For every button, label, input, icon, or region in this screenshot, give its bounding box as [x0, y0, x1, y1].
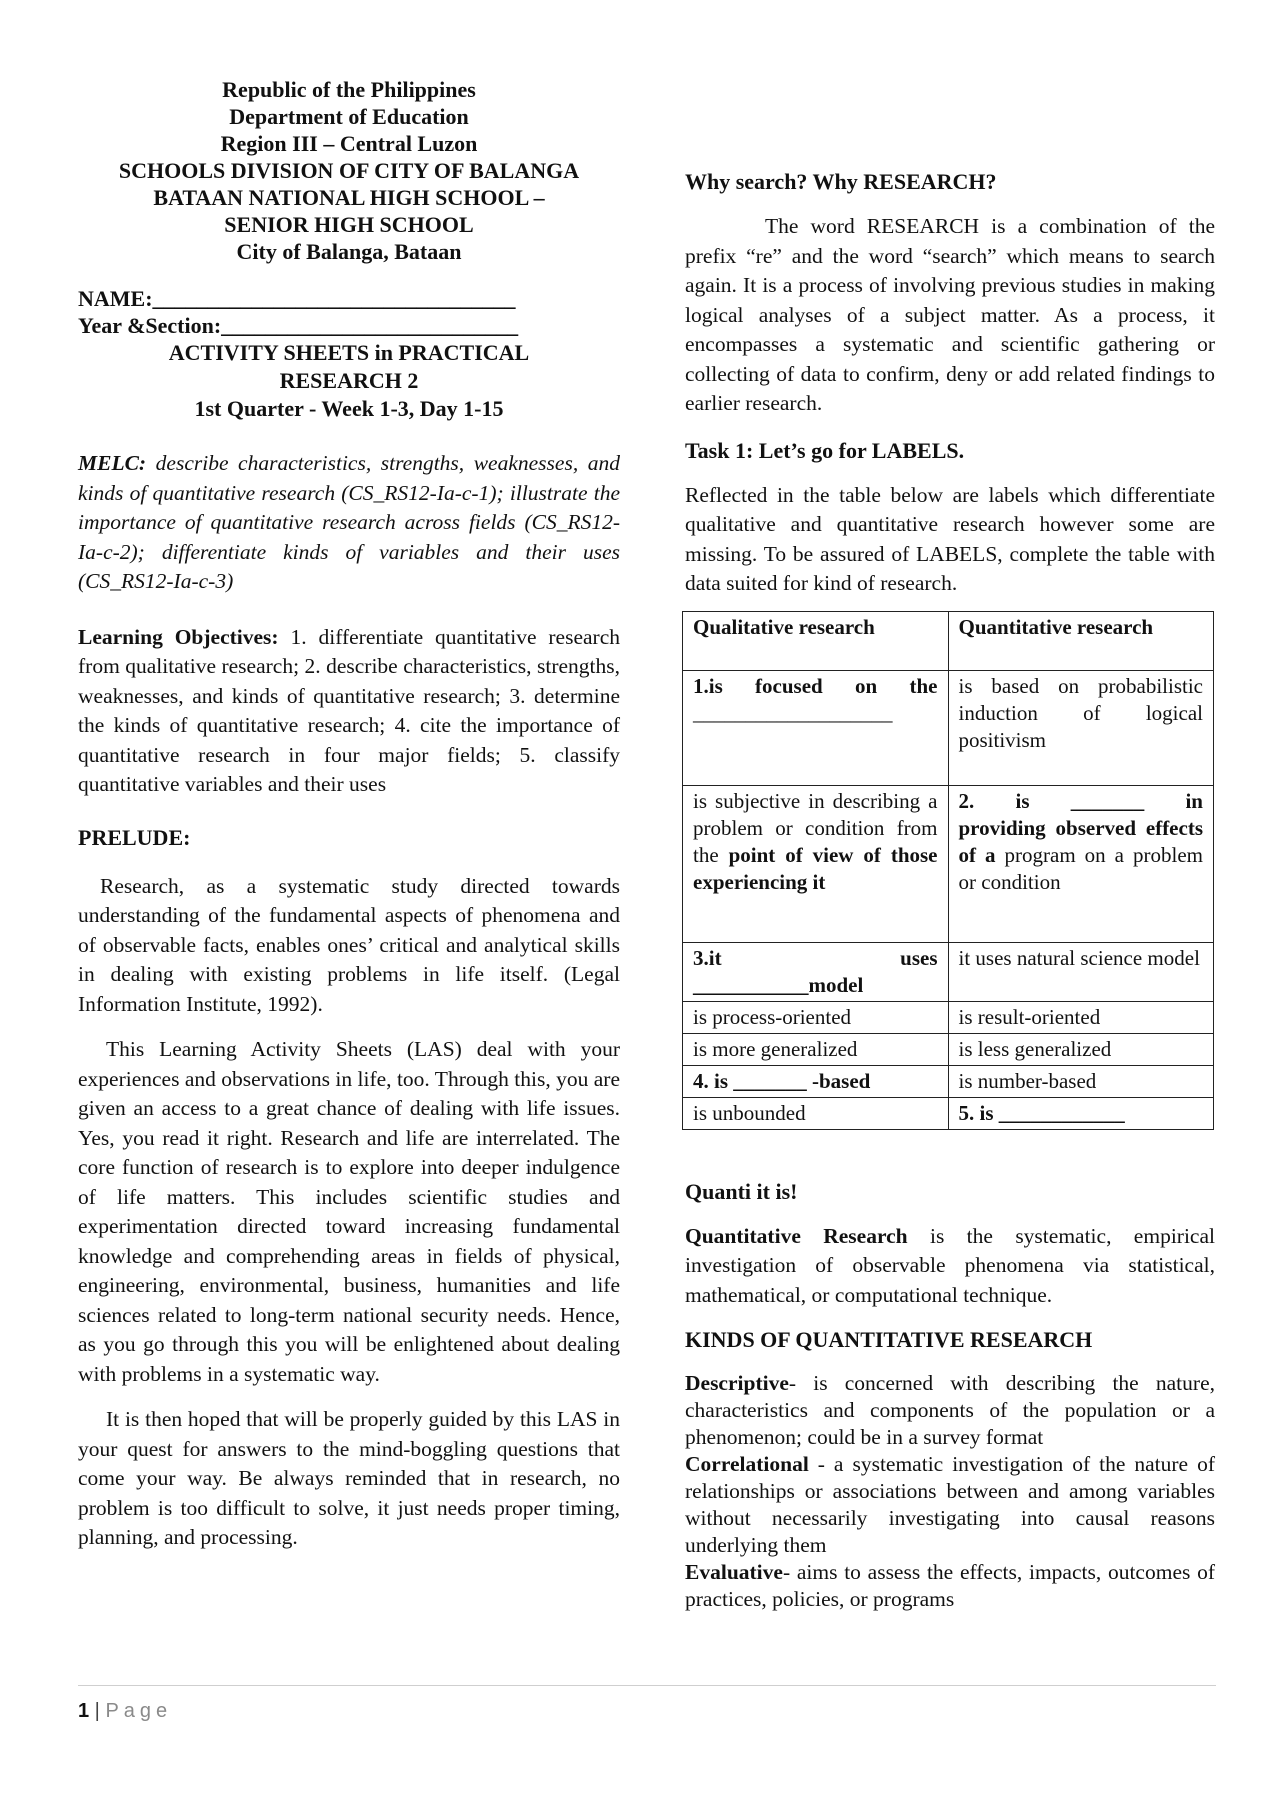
evaluative-term: Evaluative	[685, 1560, 783, 1584]
student-info	[78, 285, 620, 339]
cell-text: program on a problem or condition	[958, 842, 1203, 894]
table-cell-quant-1: is based on probabilistic induction of logical positivism	[948, 670, 1214, 785]
table-header-qualitative: Qualitative research	[683, 611, 949, 670]
answer-blank-2: _______	[1070, 788, 1145, 813]
table-cell-qual-2	[683, 785, 949, 942]
evaluative-text: - aims to assess the effects, impacts, outcomes of practices, policies, or programs	[685, 1560, 1215, 1611]
activity-title	[78, 339, 620, 423]
name-field[interactable]	[78, 285, 620, 312]
task1-heading: Task 1: Let’s go for LABELS.	[685, 437, 965, 463]
correlational-term: Correlational	[685, 1452, 809, 1476]
table-cell-quant-5: is less generalized	[948, 1033, 1214, 1065]
cell-word: the	[909, 673, 938, 698]
right-column	[685, 168, 1215, 1613]
table-cell-quant-3: it uses natural science model	[948, 942, 1214, 1001]
title-line-2: RESEARCH 2	[279, 368, 419, 393]
kinds-heading: KINDS OF QUANTITATIVE RESEARCH	[685, 1327, 1093, 1352]
descriptive-text: - is concerned with describing the nature, characteristics and components of the population or a phenomenon; could be in a survey format	[685, 1371, 1215, 1449]
table-row	[683, 1097, 1214, 1129]
melc-paragraph	[78, 449, 620, 597]
header-line-5: BATAAN NATIONAL HIGH SCHOOL –	[153, 185, 545, 210]
cell-word: is	[1015, 788, 1030, 813]
prelude-paragraph-3: It is then hoped that will be properly guided by this LAS in your quest for answers to the mind-boggling questions that come your way. Be always reminded that in research, no problem is too difficult to solve, it just needs proper timing, planning, and processing.	[78, 1407, 620, 1549]
name-label: NAME:	[78, 286, 153, 311]
melc-text: describe characteristics, strengths, weaknesses, and kinds of quantitative research (CS_RS12-Ia-c-1); illustrate the importance of quantitative research across fields (CS_RS12-Ia-c-2); differentiate kinds of variables and their uses (CS_RS12-Ia-c-3)	[78, 451, 621, 593]
header-line-3: Region III – Central Luzon	[220, 131, 478, 156]
left-column	[78, 76, 620, 1553]
section-field[interactable]	[78, 312, 620, 339]
kinds-paragraph	[685, 1370, 1215, 1613]
name-blank: _________________________________	[152, 286, 516, 311]
table-cell-quant-6: is number-based	[948, 1065, 1214, 1097]
cell-word: 3.it	[693, 945, 722, 970]
page-footer	[78, 1685, 1216, 1723]
melc-label: MELC:	[78, 451, 147, 475]
cell-word: in	[1185, 788, 1203, 813]
table-cell-qual-7: is unbounded	[683, 1097, 949, 1129]
quanti-term: Quantitative Research	[685, 1223, 908, 1248]
table-cell-qual-6[interactable]: 4. is _______ -based	[683, 1065, 949, 1097]
correlational-text: - a systematic investigation of the nature of relationships or associations between and among variables without necessarily investigating into causal reasons underlying them	[685, 1452, 1215, 1557]
page-number: 1	[78, 1700, 90, 1722]
answer-blank-3: ___________model	[693, 972, 864, 997]
table-cell-qual-4: is process-oriented	[683, 1001, 949, 1033]
prelude-paragraph-1: Research, as a systematic study directed towards understanding of the fundamental aspects of phenomena and of observable facts, enables ones’ critical and analytical skills in dealing with existing problems in life itself. (Legal Information Institute, 1992).	[78, 873, 620, 1016]
cell-word: on	[855, 673, 878, 698]
cell-word: 2.	[958, 788, 975, 813]
table-row	[683, 785, 1214, 942]
header-line-7: City of Balanga, Bataan	[236, 239, 462, 264]
table-header-quantitative: Quantitative research	[948, 611, 1214, 670]
quanti-heading: Quanti it is!	[685, 1178, 798, 1204]
section-blank: ___________________________	[221, 313, 519, 338]
cell-text: is subjective in describing a problem or condition from the	[693, 788, 938, 867]
table-row	[683, 670, 1214, 785]
cell-word: focused	[755, 673, 823, 698]
table-cell-quant-2[interactable]	[948, 785, 1214, 942]
prelude-heading: PRELUDE:	[78, 824, 191, 850]
objectives-text: 1. differentiate quantitative research from qualitative research; 2. describe characteristics, strengths, weaknesses, and kinds of quantitative research; 3. determine the kinds of quantitative research; 4. cite the importance of quantitative research in four major fields; 5. classify quantitative variables and their uses	[78, 624, 620, 796]
title-line-1: ACTIVITY SHEETS in PRACTICAL	[168, 340, 530, 365]
table-row	[683, 942, 1214, 1001]
table-cell-qual-3[interactable]	[683, 942, 949, 1001]
table-row	[683, 1001, 1214, 1033]
page-separator: |	[89, 1700, 106, 1722]
table-row	[683, 1065, 1214, 1097]
table-header-row	[683, 611, 1214, 670]
objectives-paragraph	[78, 623, 620, 800]
quanti-paragraph	[685, 1222, 1215, 1311]
table-cell-qual-1[interactable]	[683, 670, 949, 785]
school-header	[78, 76, 620, 265]
cell-bold-text: providing observed effects of a	[958, 815, 1203, 867]
labels-table	[682, 611, 1214, 1130]
page-label: Page	[105, 1700, 173, 1722]
cell-word: uses	[900, 945, 938, 970]
header-line-6: SENIOR HIGH SCHOOL	[224, 212, 474, 237]
prelude-paragraph-2: This Learning Activity Sheets (LAS) deal with your experiences and observations in life, too. Through this, you are given an access to a great chance of dealing with life issues. Yes, you read it right. Research and life are interrelated. The core function of research is to explore into deeper indulgence of life matters. This includes scientific studies and experimentation directed toward increasing fundamental knowledge and comprehending areas in fields of physical, engineering, environmental, business, humanities and life sciences related to long-term national security needs. Hence, as you go through this you will be enlightened about dealing with problems in a systematic way.	[78, 1037, 620, 1386]
why-heading: Why search? Why RESEARCH?	[685, 169, 997, 194]
objectives-label: Learning Objectives:	[78, 624, 279, 649]
section-label: Year &Section:	[78, 313, 222, 338]
answer-blank-1: ___________________	[693, 700, 893, 725]
task1-paragraph: Reflected in the table below are labels which differentiate qualitative and quantitative research however some are missing. To be assured of LABELS, complete the table with data suited for kind of research.	[685, 482, 1215, 595]
header-line-4: SCHOOLS DIVISION OF CITY OF BALANGA	[118, 158, 580, 183]
title-line-3: 1st Quarter - Week 1-3, Day 1-15	[194, 396, 504, 421]
table-cell-quant-4: is result-oriented	[948, 1001, 1214, 1033]
header-line-2: Department of Education	[229, 104, 469, 129]
why-paragraph: The word RESEARCH is a combination of the prefix “re” and the word “search” which means to search again. It is a process of involving previous studies in making logical analyses of a subject matter. As a process, it encompasses a systematic and scientific gathering or collecting of data to confirm, deny or add related findings to earlier research.	[685, 214, 1215, 415]
table-cell-qual-5: is more generalized	[683, 1033, 949, 1065]
descriptive-term: Descriptive	[685, 1371, 789, 1395]
header-line-1: Republic of the Philippines	[222, 77, 476, 102]
table-row	[683, 1033, 1214, 1065]
cell-bold-text: point of view of those experiencing it	[693, 842, 938, 894]
table-cell-quant-7[interactable]: 5. is ____________	[948, 1097, 1214, 1129]
cell-word: 1.is	[693, 673, 723, 698]
quanti-text: is the systematic, empirical investigation of observable phenomena via statistical, mathematical, or computational technique.	[685, 1223, 1215, 1307]
